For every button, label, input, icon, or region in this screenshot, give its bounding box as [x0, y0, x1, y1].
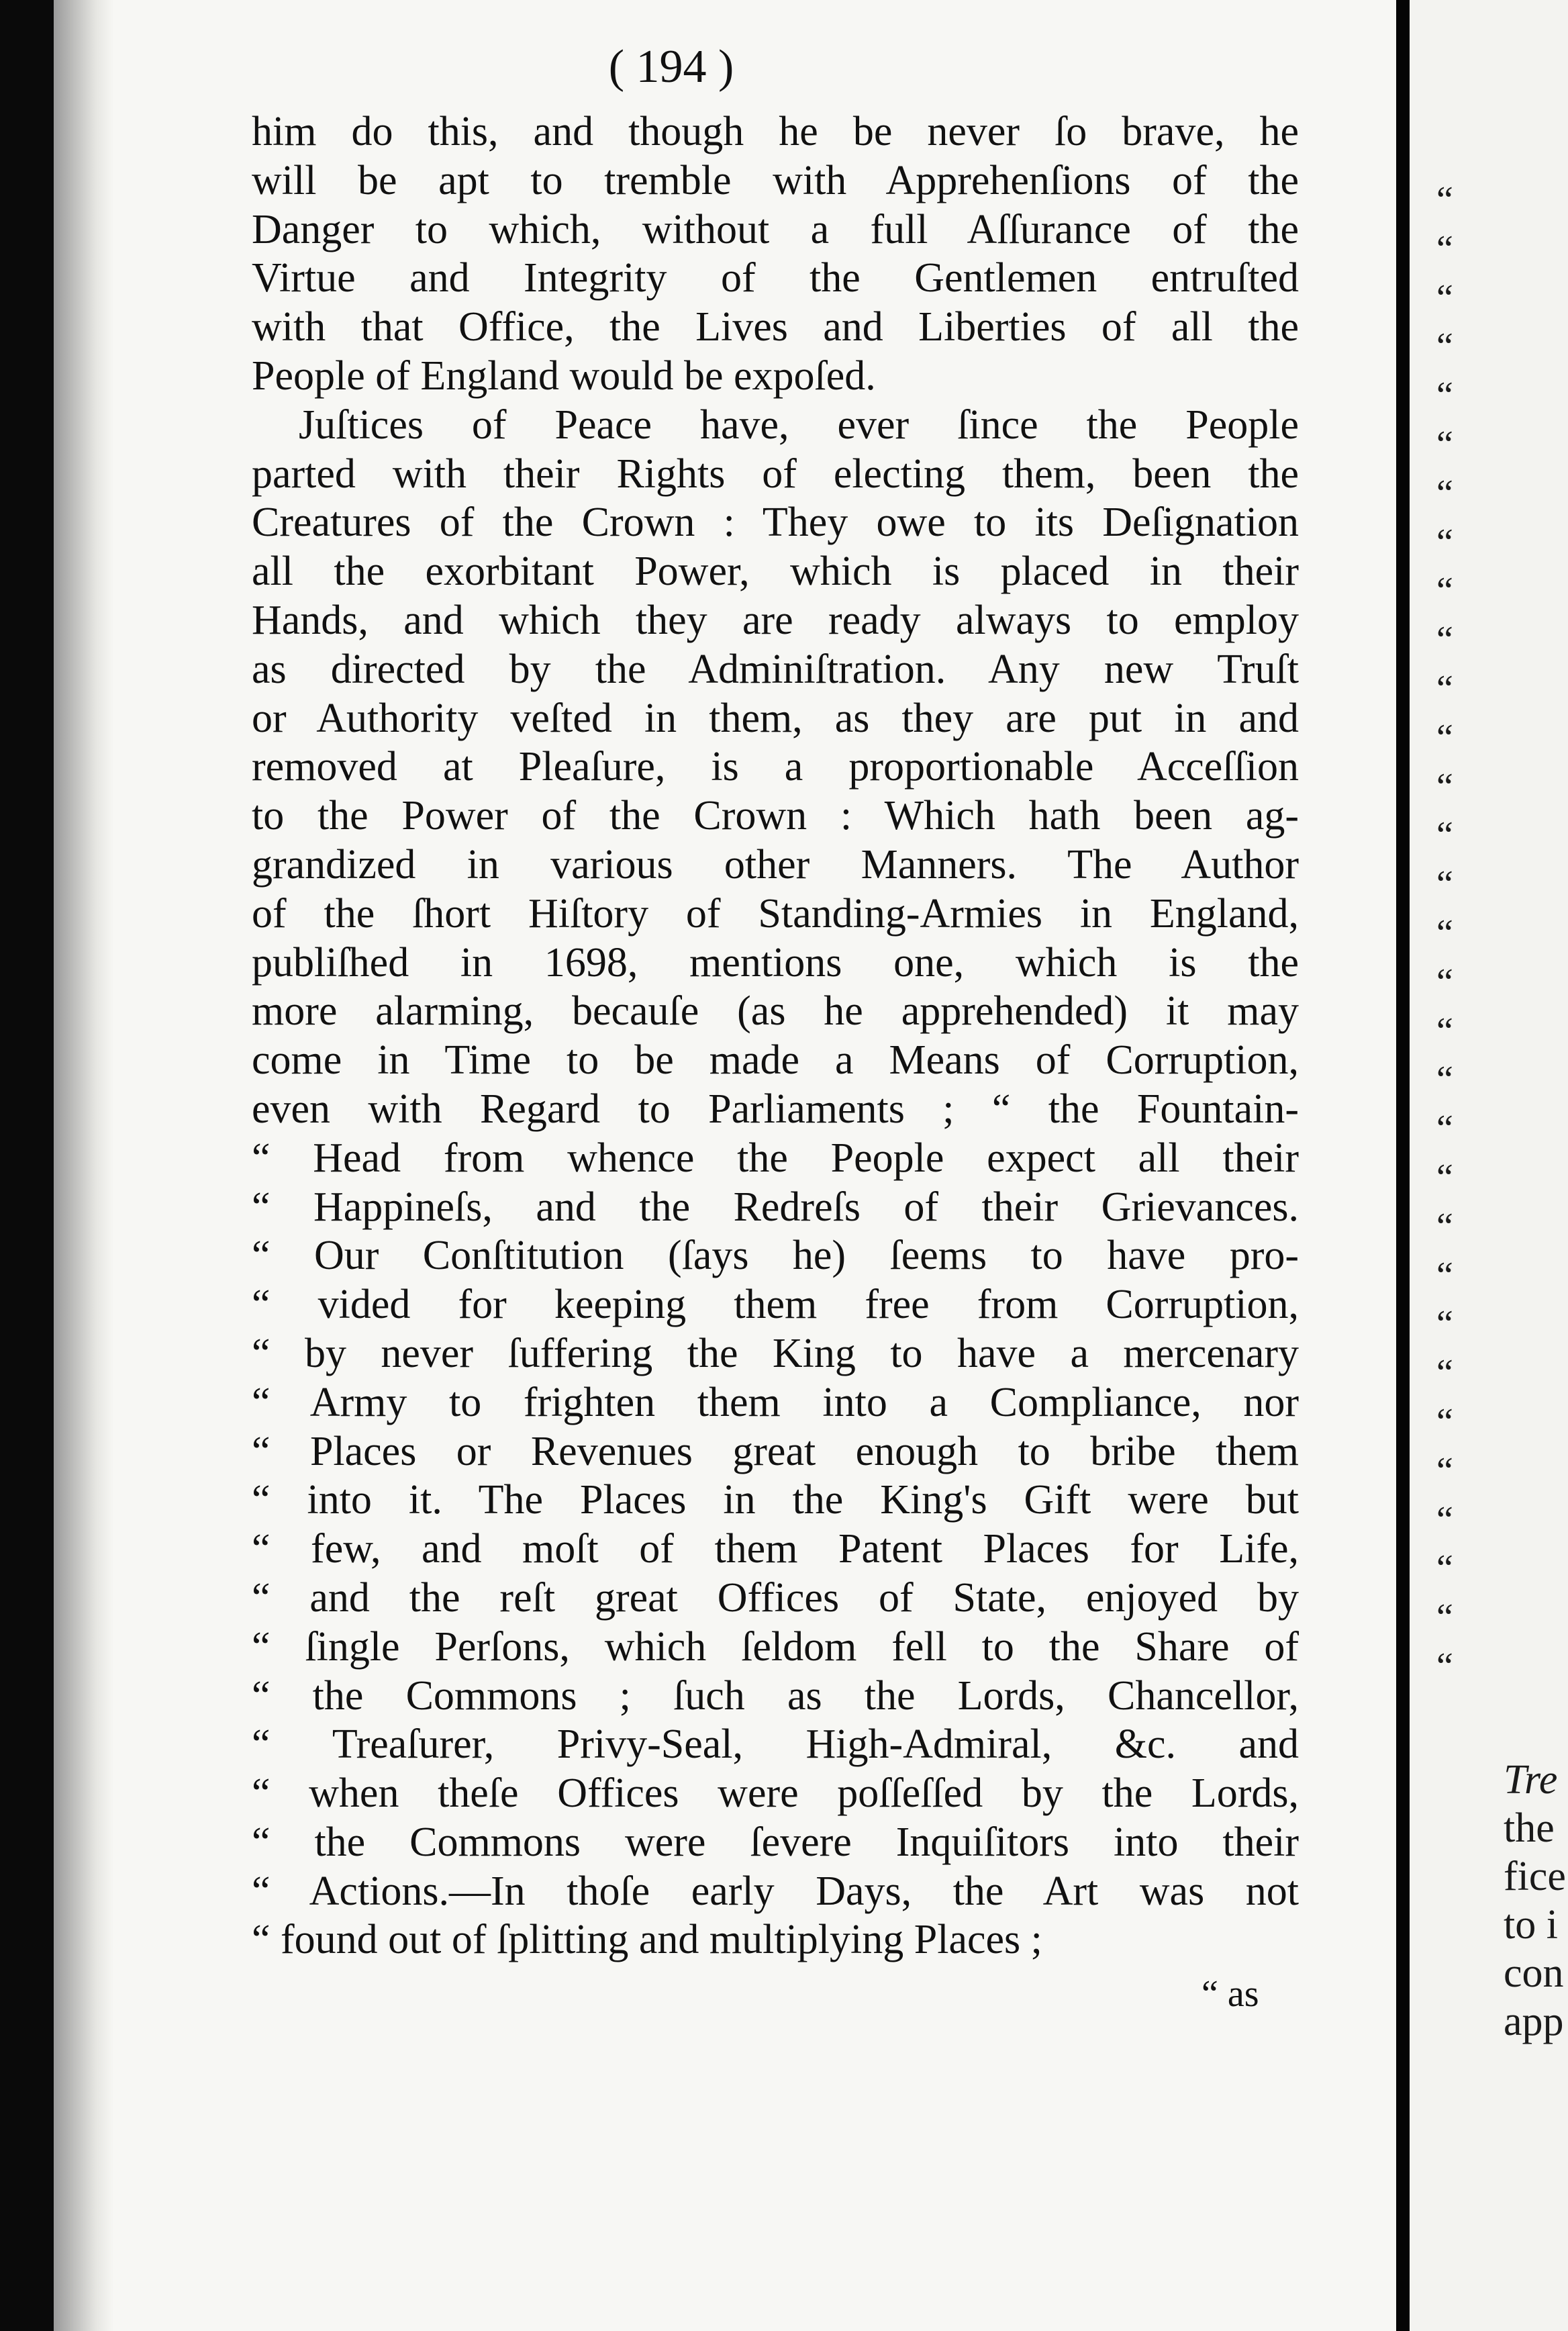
text-line: of the ſhort Hiſtory of Standing-Armies in England, [252, 890, 1299, 937]
adjacent-quote-mark: “ [1436, 912, 1453, 954]
text-line: even with Regard to Parliaments ; “ the Fountain- [252, 1086, 1299, 1132]
text-line: Danger to which, without a full Aſſurance of the [252, 206, 1299, 252]
text-line: “ found out of ſplitting and multiplying Places ; [252, 1917, 1042, 1963]
text-line: as directed by the Adminiſtration. Any new Truſt [252, 646, 1299, 692]
text-line: “ Places or Revenues great enough to bribe them [252, 1428, 1299, 1474]
text-line: “ when theſe Offices were poſſeſſed by the Lords, [252, 1770, 1299, 1817]
adjacent-quote-mark: “ [1436, 521, 1453, 563]
adjacent-quote-mark: “ [1436, 765, 1453, 808]
adjacent-text-fragment: fice [1504, 1854, 1566, 1899]
text-line: him do this, and though he be never ſo brave, he [252, 109, 1299, 154]
adjacent-text-fragment: con [1504, 1950, 1564, 1996]
adjacent-quote-mark: “ [1436, 326, 1453, 368]
book-gutter [1396, 0, 1410, 2331]
text-line: Virtue and Integrity of the Gentlemen entruſted [252, 255, 1299, 301]
text-line: to the Power of the Crown : Which hath been ag- [252, 793, 1299, 839]
text-line: “ Treaſurer, Privy-Seal, High-Admiral, &c. and [252, 1721, 1299, 1768]
adjacent-quote-mark: “ [1436, 1401, 1453, 1443]
text-line: “ Head from whence the People expect all their [252, 1135, 1299, 1181]
adjacent-quote-mark: “ [1436, 1059, 1453, 1101]
body-text [252, 107, 1299, 1964]
text-line: “ Actions.—In thoſe early Days, the Art was not [252, 1868, 1299, 1914]
text-line: with that Office, the Lives and Liberties of all the [252, 304, 1299, 350]
text-line: parted with their Rights of electing them, been the [252, 450, 1299, 497]
text-line: “ few, and moſt of them Patent Places for Life, [252, 1526, 1299, 1572]
adjacent-quote-mark: “ [1436, 1498, 1453, 1541]
adjacent-page-fragment [1410, 0, 1568, 2331]
text-line: “ and the reſt great Offices of State, enjoyed by [252, 1574, 1299, 1621]
adjacent-text-fragment: the [1504, 1805, 1555, 1851]
adjacent-quote-mark: “ [1436, 1303, 1453, 1345]
adjacent-text-fragment: Tre [1504, 1757, 1558, 1803]
adjacent-quote-mark: “ [1436, 1157, 1453, 1198]
book-binding-edge [0, 0, 54, 2331]
adjacent-quote-mark: “ [1436, 1254, 1453, 1296]
text-line: People of England would be expoſed. [252, 352, 876, 399]
adjacent-quote-mark: “ [1436, 570, 1453, 612]
adjacent-quote-mark: “ [1436, 472, 1453, 514]
adjacent-quote-mark: “ [1436, 863, 1453, 906]
text-line: more alarming, becauſe (as he apprehended) it may [252, 988, 1299, 1035]
adjacent-quote-mark: “ [1436, 1449, 1453, 1492]
adjacent-quote-mark: “ [1436, 179, 1453, 221]
text-line: all the exorbitant Power, which is placed in their [252, 549, 1299, 595]
adjacent-text-fragment: app [1504, 1999, 1564, 2044]
adjacent-quote-mark: “ [1436, 424, 1453, 465]
adjacent-quote-mark: “ [1436, 1597, 1453, 1639]
adjacent-quote-mark: “ [1436, 375, 1453, 417]
text-line: removed at Pleaſure, is a proportionable Acceſſion [252, 744, 1299, 790]
page-gutter-shadow [54, 0, 114, 2331]
text-line: or Authority veſted in them, as they are put in and [252, 695, 1299, 741]
text-line: “ by never ſuffering the King to have a mercenary [252, 1330, 1299, 1376]
adjacent-quote-mark: “ [1436, 1646, 1453, 1687]
text-line: “ Army to frighten them into a Compliance, nor [252, 1379, 1299, 1425]
adjacent-quote-mark: “ [1436, 961, 1453, 1003]
text-line: publiſhed in 1698, mentions one, which is the [252, 939, 1299, 986]
adjacent-quote-mark: “ [1436, 668, 1453, 710]
adjacent-quote-mark: “ [1436, 716, 1453, 759]
text-line: “ ſingle Perſons, which ſeldom fell to the Share of [252, 1623, 1299, 1670]
adjacent-quote-mark: “ [1436, 1010, 1453, 1052]
adjacent-quote-mark: “ [1436, 1548, 1453, 1590]
adjacent-quote-mark: “ [1436, 228, 1453, 270]
adjacent-quote-mark: “ [1436, 1108, 1453, 1150]
text-line: Juſtices of Peace have, ever ſince the People [299, 401, 1299, 448]
text-line: “ the Commons were ſevere Inquiſitors into their [252, 1819, 1299, 1865]
page-number: ( 194 ) [608, 41, 734, 93]
text-line: “ Happineſs, and the Redreſs of their Grievances. [252, 1184, 1299, 1230]
text-line: “ into it. The Places in the King's Gift were but [252, 1477, 1299, 1523]
text-line: Creatures of the Crown : They owe to its Deſignation [252, 500, 1299, 546]
adjacent-quote-mark: “ [1436, 1205, 1453, 1247]
text-line: “ vided for keeping them free from Corruption, [252, 1282, 1299, 1328]
text-line: Hands, and which they are ready always to employ [252, 597, 1299, 643]
catchword: “ as [1202, 1973, 1259, 2015]
adjacent-text-fragment: to i [1504, 1902, 1558, 1948]
text-line: will be apt to tremble with Apprehenſions of the [252, 157, 1299, 203]
adjacent-quote-mark: “ [1436, 619, 1453, 661]
text-line: come in Time to be made a Means of Corruption, [252, 1037, 1299, 1084]
text-line: “ the Commons ; ſuch as the Lords, Chancellor, [252, 1672, 1299, 1719]
text-line: “ Our Conſtitution (ſays he) ſeems to have pro- [252, 1233, 1299, 1279]
adjacent-quote-mark: “ [1436, 814, 1453, 857]
adjacent-quote-mark: “ [1436, 1352, 1453, 1394]
adjacent-quote-mark: “ [1436, 277, 1453, 319]
text-line: grandized in various other Manners. The Author [252, 841, 1299, 888]
